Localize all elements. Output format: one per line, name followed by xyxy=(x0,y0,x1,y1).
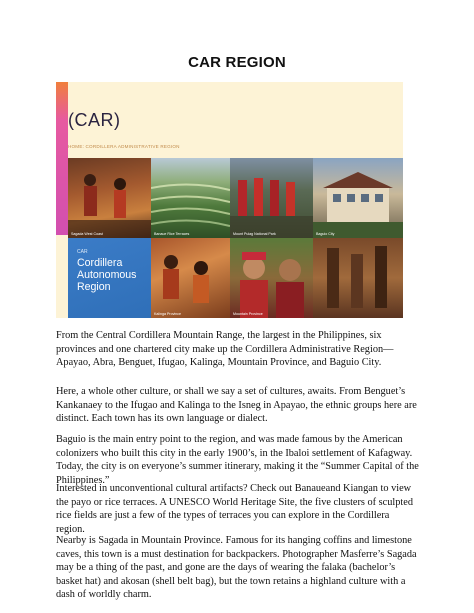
photo-tile-festival xyxy=(151,238,230,318)
photo-tile-carvings xyxy=(313,238,403,318)
performers-photo-art xyxy=(230,158,313,238)
photo-caption: Mountain Province xyxy=(233,312,263,316)
photo-tile-performers xyxy=(230,158,313,238)
panel-code: CAR xyxy=(77,249,88,255)
photo-tile-building xyxy=(313,158,403,238)
banner-subtitle: HOME: CORDILLERA ADMINISTRATIVE REGION xyxy=(68,144,180,149)
paragraph-1: From the Central Cordillera Mountain Range, the largest in the Philippines, six provinces and one chartered city make up the Cordillera Administrative Region—Apayao, Abra, Benguet, Ifugao, Kalinga, Mountain Province, and Baguio City. xyxy=(56,330,394,369)
photo-tile-rice-terraces xyxy=(151,158,230,238)
photo-tile-elders xyxy=(230,238,313,318)
festival-photo-art xyxy=(151,238,230,318)
carvings-photo-art xyxy=(313,238,403,318)
dancers-photo-art xyxy=(68,158,151,238)
elders-photo-art xyxy=(230,238,313,318)
paragraph-4: Interested in unconventional cultural artifacts? Check out Banaueand Kiangan to view the payo or rice terraces. A UNESCO World Heritage Site, the five clusters of sculpted rice fields are just a few of the types of terraces you can explore in the Cordillera region. xyxy=(56,483,413,535)
photo-collage xyxy=(68,158,403,318)
paragraph-3: Baguio is the main entry point to the region, and was made famous by the American colonizers who built this city in the early 1900’s, in the Ibaloi settlement of Kafagway. Today, the city is on everyone’s summer itinerary, making it the “Summer Capital of the Philippines.” xyxy=(56,434,419,486)
banner-region-code: (CAR) xyxy=(68,110,121,130)
accent-bar xyxy=(56,82,68,235)
terraces-photo-art xyxy=(151,158,230,238)
page-title: CAR REGION xyxy=(188,54,286,71)
photo-caption: Baguio City xyxy=(316,232,335,236)
photo-tile-dancers xyxy=(68,158,151,238)
region-banner-image xyxy=(56,82,403,318)
photo-caption: Banaue Rice Terraces xyxy=(154,232,190,236)
panel-region-name: Cordillera Autonomous Region xyxy=(77,257,137,293)
region-title-panel xyxy=(68,238,151,318)
building-photo-art xyxy=(313,158,403,238)
paragraph-2: Here, a whole other culture, or shall we say a set of cultures, awaits. From Benguet’s Kankanaey to the Ifugao and Kalinga to the Isneg in Apayao, the ethnic groups here are distinct. Each town has its own language or dialect. xyxy=(56,386,417,425)
photo-caption: Kalinga Province xyxy=(154,312,181,316)
photo-caption: Sagada West Coast xyxy=(71,232,103,236)
paragraph-5: Nearby is Sagada in Mountain Province. Famous for its hanging coffins and limestone caves, this town is a must destination for backpackers. Photographer Masferre’s Sagada may be a thing of the past, and gone are the days of wearing the falaka (bachelor’s basket hat) and akosan (shell belt bag), but the town retains a highland culture with a dash of worldly charm. xyxy=(56,535,417,601)
photo-caption: Mount Pulag National Park xyxy=(233,232,276,236)
